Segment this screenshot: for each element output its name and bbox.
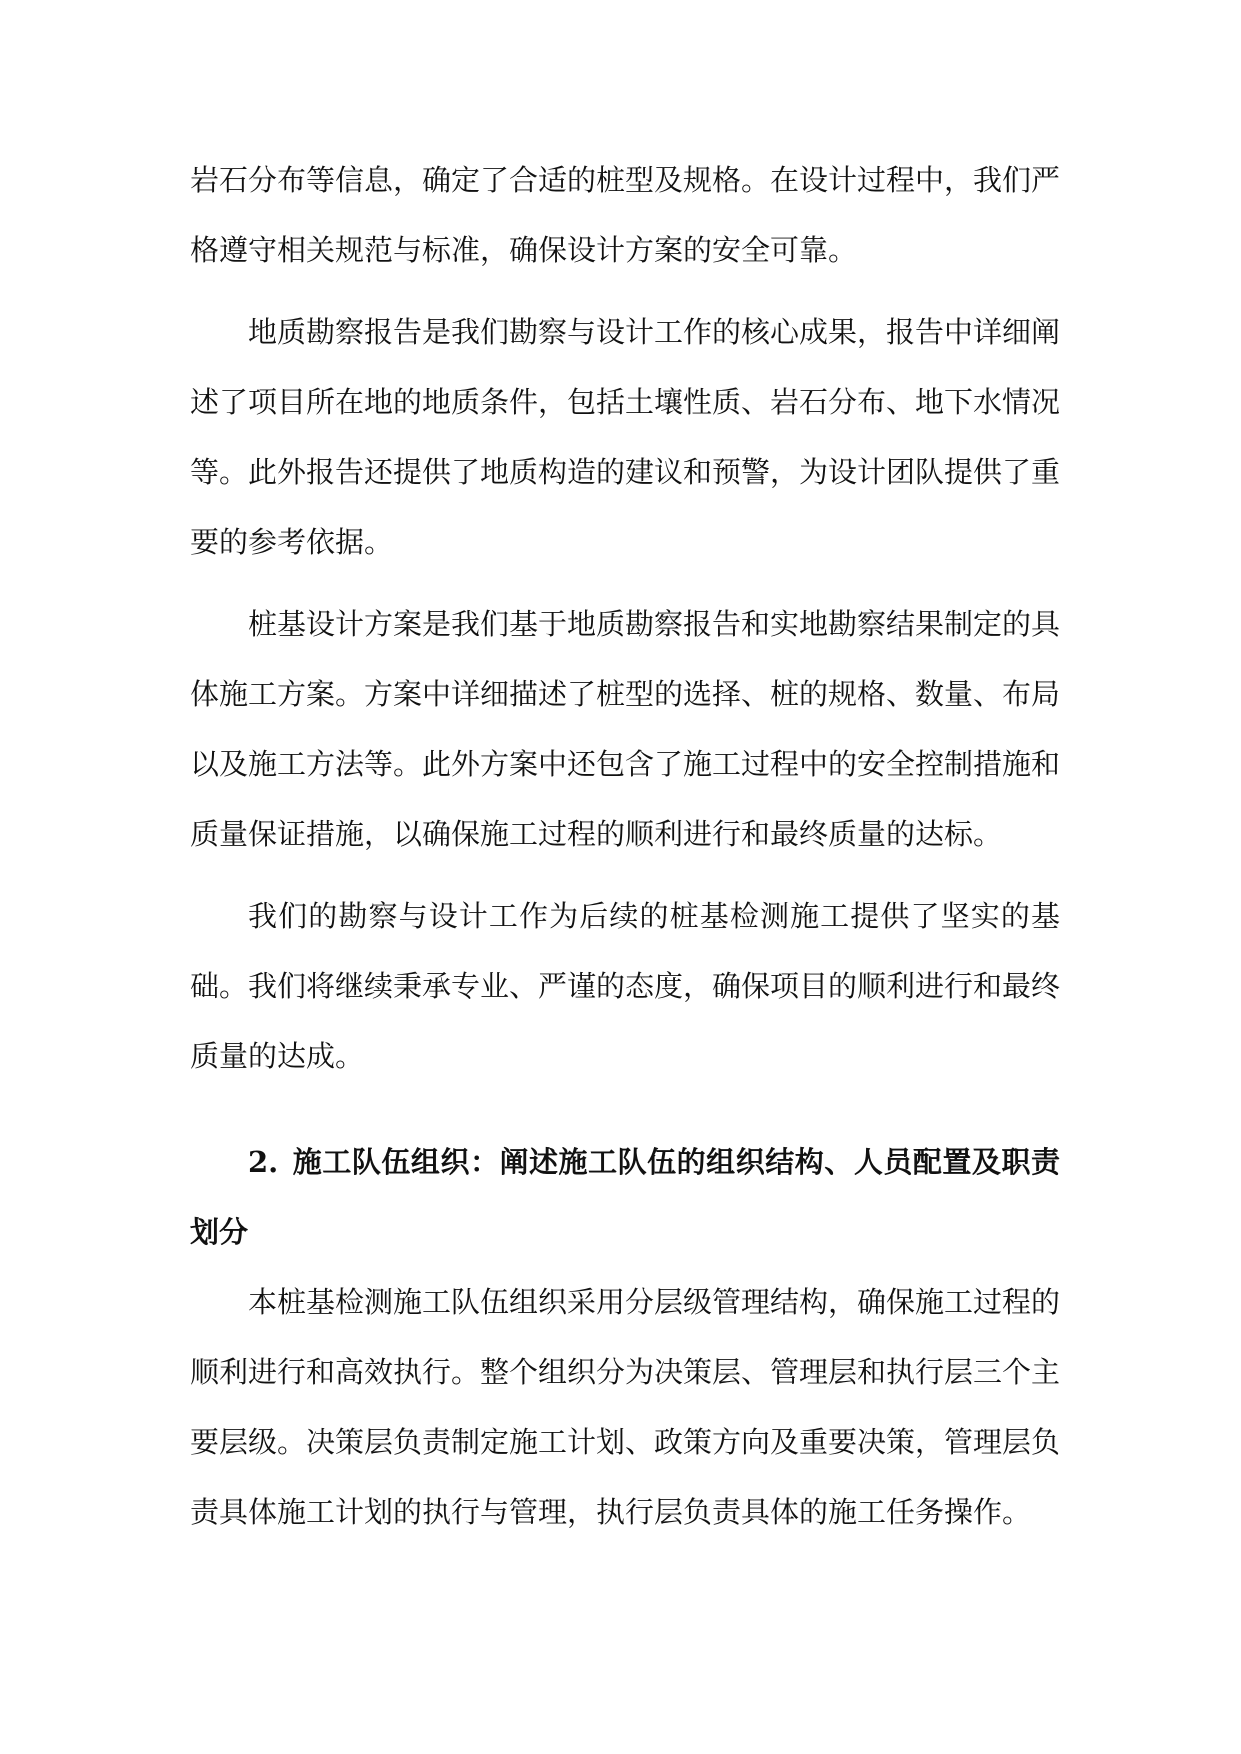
document-page bbox=[190, 145, 1060, 1547]
body-paragraph: 地质勘察报告是我们勘察与设计工作的核心成果，报告中详细阐述了项目所在地的地质条件，包括土壤性质、岩石分布、地下水情况等。此外报告还提供了地质构造的建议和预警，为设计团队提供了重要的参考依据。 bbox=[190, 315, 1061, 559]
section-heading bbox=[190, 1127, 1060, 1267]
body-paragraph: 本桩基检测施工队伍组织采用分层级管理结构，确保施工过程的顺利进行和高效执行。整个组织分为决策层、管理层和执行层三个主要层级。决策层负责制定施工计划、政策方向及重要决策，管理层负责具体施工计划的执行与管理，执行层负责具体的施工任务操作。 bbox=[190, 1285, 1061, 1529]
body-paragraph: 我们的勘察与设计工作为后续的桩基检测施工提供了坚实的基础。我们将继续秉承专业、严谨的态度，确保项目的顺利进行和最终质量的达成。 bbox=[190, 899, 1061, 1073]
section-number: 2. bbox=[248, 1145, 279, 1179]
body-paragraph: 桩基设计方案是我们基于地质勘察报告和实地勘察结果制定的具体施工方案。方案中详细描述了桩型的选择、桩的规格、数量、布局以及施工方法等。此外方案中还包含了施工过程中的安全控制措施和质量保证措施，以确保施工过程的顺利进行和最终质量的达标。 bbox=[190, 607, 1061, 851]
continued-paragraph: 岩石分布等信息，确定了合适的桩型及规格。在设计过程中，我们严格遵守相关规范与标准，确保设计方案的安全可靠。 bbox=[190, 163, 1061, 267]
section-title: 施工队伍组织：阐述施工队伍的组织结构、人员配置及职责划分 bbox=[190, 1145, 1060, 1249]
